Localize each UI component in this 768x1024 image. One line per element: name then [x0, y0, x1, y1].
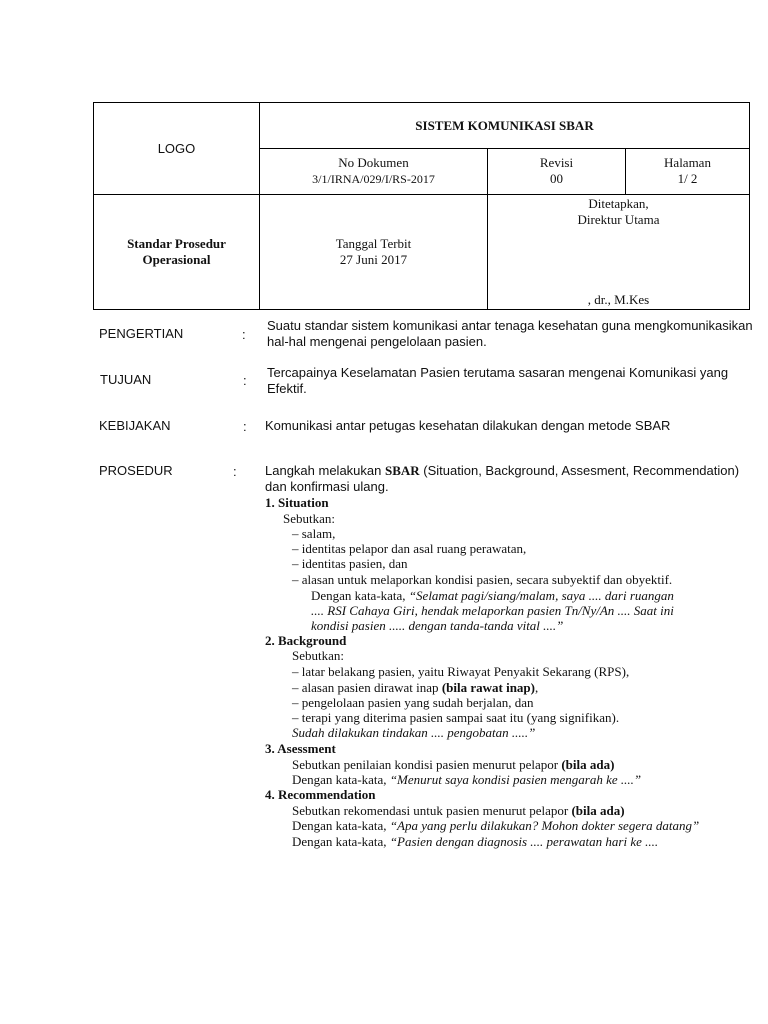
tujuan-text-line1: Tercapainya Keselamatan Pasien terutama sasaran mengenai Komunikasi yang	[267, 365, 729, 380]
tujuan-text-line2: Efektif.	[267, 381, 307, 396]
sop-label-line1: Standar Prosedur	[127, 236, 226, 251]
background-item-terapi: – terapi yang diterima pasien sampai saat itu (yang signifikan).	[292, 710, 620, 725]
pengertian-text-line2: hal-hal mengenai pengelolaan pasien.	[267, 334, 487, 349]
prosedur-intro-line2: dan konfirmasi ulang.	[265, 479, 389, 494]
situation-item-salam: – salam,	[292, 526, 336, 541]
pengertian-text-line1: Suatu standar sistem komunikasi antar tenaga kesehatan guna mengkomunikasikan	[267, 318, 753, 333]
revisi-value: 00	[550, 171, 563, 186]
prosedur-colon: :	[233, 464, 237, 479]
halaman-label: Halaman	[664, 155, 711, 170]
tujuan-label: TUJUAN	[100, 372, 152, 387]
direktur-label: Direktur Utama	[577, 212, 660, 227]
situation-item-identitas-pelapor: – identitas pelapor dan asal ruang perawatan,	[292, 541, 527, 556]
background-item-pengelolaan: – pengelolaan pasien yang sudah berjalan, dan	[292, 695, 534, 710]
pengertian-label: PENGERTIAN	[99, 326, 184, 341]
revisi-label: Revisi	[539, 155, 574, 170]
background-item-latar-belakang: – latar belakang pasien, yaitu Riwayat Penyakit Sekarang (RPS),	[292, 664, 630, 679]
situation-item-identitas-pasien: – identitas pasien, dan	[292, 556, 408, 571]
background-heading: 2. Background	[265, 633, 347, 648]
situation-item-alasan: – alasan untuk melaporkan kondisi pasien, secara subyektif dan obyektif.	[292, 572, 673, 587]
assessment-heading: 3. Asessment	[265, 741, 336, 756]
situation-example-line3: kondisi pasien ..... dengan tanda-tanda vital ....”	[311, 618, 564, 633]
recommendation-line2: Dengan kata-kata, “Apa yang perlu dilakukan? Mohon dokter segera datang”	[292, 818, 700, 833]
assessment-line1: Sebutkan penilaian kondisi pasien menurut pelapor (bila ada)	[292, 757, 615, 772]
sop-label-line2: Operasional	[142, 252, 211, 267]
prosedur-intro: Langkah melakukan SBAR (Situation, Background, Assesment, Recommendation)	[265, 463, 740, 478]
tanggal-terbit-label: Tanggal Terbit	[335, 236, 412, 251]
situation-example-line1: Dengan kata-kata, “Selamat pagi/siang/malam, saya .... dari ruangan	[311, 588, 674, 603]
halaman-value: 1/ 2	[677, 171, 698, 186]
situation-example-line2: .... RSI Cahaya Giri, hendak melaporkan pasien Tn/Ny/An .... Saat ini	[311, 603, 674, 618]
background-sudah-dilakukan: Sudah dilakukan tindakan .... pengobatan .....”	[292, 725, 536, 740]
logo-placeholder: LOGO	[157, 141, 196, 156]
background-sebutkan: Sebutkan:	[292, 648, 344, 663]
kebijakan-colon: :	[243, 419, 247, 434]
background-item-alasan-rawat: – alasan pasien dirawat inap (bila rawat inap),	[292, 680, 539, 695]
pengertian-colon: :	[242, 327, 246, 342]
tujuan-colon: :	[243, 373, 247, 388]
recommendation-line1: Sebutkan rekomendasi untuk pasien menurut pelapor (bila ada)	[292, 803, 625, 818]
ditetapkan-label: Ditetapkan,	[588, 196, 649, 211]
kebijakan-text: Komunikasi antar petugas kesehatan dilakukan dengan metode SBAR	[265, 418, 671, 433]
no-dokumen-value: 3/1/IRNA/029/I/RS-2017	[312, 172, 435, 186]
situation-heading: 1. Situation	[265, 495, 329, 510]
document-title: SISTEM KOMUNIKASI SBAR	[415, 118, 594, 133]
kebijakan-label: KEBIJAKAN	[99, 418, 171, 433]
recommendation-heading: 4. Recommendation	[265, 787, 376, 802]
assessment-line2: Dengan kata-kata, “Menurut saya kondisi pasien mengarah ke ....”	[292, 772, 642, 787]
tanggal-terbit-value: 27 Juni 2017	[339, 252, 408, 267]
document-header-table	[93, 102, 750, 310]
situation-sebutkan: Sebutkan:	[283, 511, 335, 526]
prosedur-label: PROSEDUR	[99, 463, 173, 478]
recommendation-line3: Dengan kata-kata, “Pasien dengan diagnosis .... perawatan hari ke ....	[292, 834, 659, 849]
signature-line: , dr., M.Kes	[587, 292, 650, 307]
no-dokumen-label: No Dokumen	[338, 155, 409, 170]
